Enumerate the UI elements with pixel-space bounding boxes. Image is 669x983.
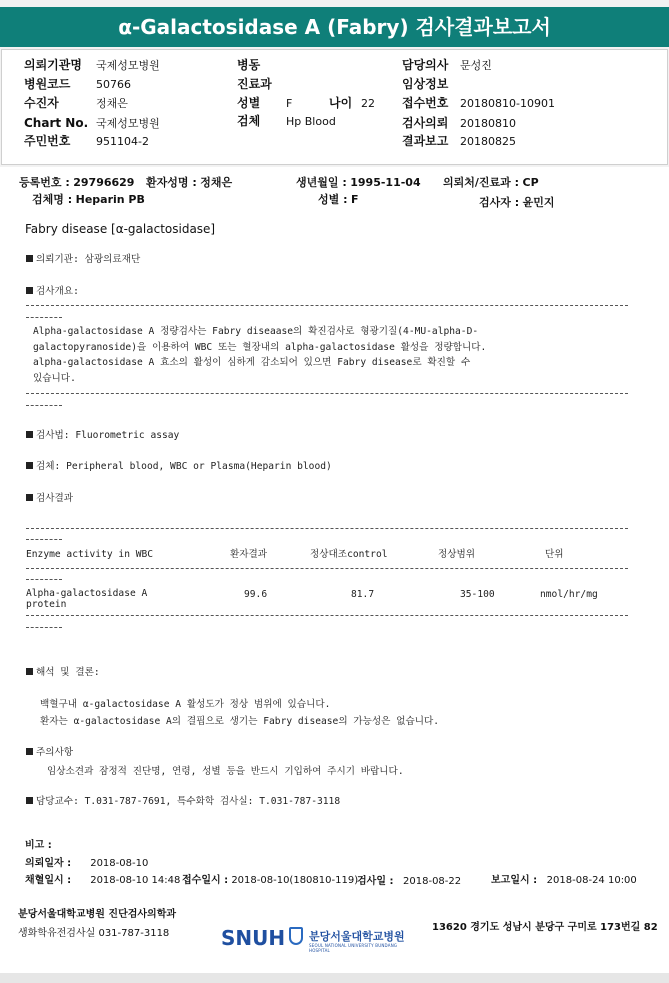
header-info-box: [1, 49, 668, 165]
remarks-label: 비고 :: [25, 840, 52, 851]
hospital-logo: [221, 924, 409, 954]
table-cell-enzyme: Alpha-galactosidase A protein: [26, 588, 148, 610]
header-row-id-no: 주민번호 951104-2: [24, 134, 149, 148]
table-top-border: [26, 528, 628, 529]
patient-dob: 생년월일 : 1995-11-04: [296, 176, 421, 189]
page-bottom-strip: [0, 973, 669, 983]
patient-sex: 성별 : F: [318, 193, 359, 206]
report-datetime: 보고일시 : 2018-08-24 10:00: [491, 875, 637, 886]
section-specimen: 검체: Peripheral blood, WBC or Plasma(Heparin blood): [26, 460, 332, 473]
patient-name: 환자성명 : 정채은: [146, 176, 233, 189]
specimen-name: 검체명 : Heparin PB: [32, 193, 145, 206]
divider: [26, 579, 62, 580]
header-dept-label: 진료과: [237, 77, 272, 91]
request-dept: 의뢰처/진료과 : CP: [443, 176, 539, 189]
table-cell-control: 81.7: [351, 589, 375, 600]
table-cell-range: 35-100: [460, 589, 495, 600]
header-row-patient: 수진자 정채은: [24, 96, 128, 110]
section-method: 검사법: Fluorometric assay: [26, 429, 179, 442]
test-date: 검사일 : 2018-08-22: [357, 876, 462, 887]
header-doctor: 담당의사 문성진: [402, 58, 492, 72]
header-row-chart-no: Chart No. 국제성모병원: [24, 116, 160, 130]
report-title: α-Galactosidase A (Fabry) 검사결과보고서: [0, 7, 669, 47]
divider: [26, 539, 62, 540]
header-result-report: 결과보고 20180825: [402, 134, 516, 148]
receipt-datetime: 접수일시 : 2018-08-10(180810-119): [182, 875, 359, 886]
table-bottom-border: [26, 615, 628, 616]
divider: [26, 305, 628, 306]
header-row-hospital-code: 병원코드 50766: [24, 77, 131, 91]
footer-address: 13620 경기도 성남시 분당구 구미로 173번길 82: [432, 922, 658, 933]
header-age: 나이 22: [329, 96, 375, 110]
report-body: [0, 167, 669, 973]
table-header-enzyme: Enzyme activity in WBC: [26, 549, 154, 560]
logo-korean-name: 분당서울대학교병원: [309, 930, 405, 943]
overview-text: Alpha-galactosidase A 정량검사는 Fabry diseaase의 확진검사로 형광기질(4-MU-alpha-D- galactopyranoside)을 이용하여 WBC 또는 혈장내의 alpha-galactosidase 활성을 정량합니다. alpha-galactosidase A 효소의 활성이 심하게 감소되어 있으면 Fabry disease로 확진할 수 있습니다.: [33, 326, 487, 384]
header-receipt-no: 접수번호 20180810-10901: [402, 96, 555, 110]
section-overview-heading: 검사개요:: [26, 285, 79, 298]
hospital-emblem-icon: [289, 927, 303, 945]
notes-line: 임상소견과 잠정적 진단명, 연령, 성별 등을 반드시 기입하여 주시기 바랍니다.: [47, 766, 404, 777]
table-header-border: [26, 568, 628, 569]
reg-no: 등록번호 : 29796629: [19, 176, 135, 189]
divider: [26, 317, 62, 318]
header-clinical-info: 임상정보: [402, 77, 449, 91]
table-header-patient: 환자결과: [230, 549, 268, 560]
contact-line: 담당교수: T.031-787-7691, 특수화학 검사실: T.031-787-3118: [26, 795, 340, 808]
table-header-control: 정상대조control: [310, 549, 388, 560]
header-row-institution: 의뢰기관명 국제성모병원: [24, 58, 160, 72]
table-header-unit: 단위: [545, 549, 564, 560]
divider: [26, 393, 628, 394]
logo-text: SNUH: [221, 926, 286, 950]
header-test-request: 검사의뢰 20180810: [402, 116, 516, 130]
examiner: 검사자 : 윤민지: [479, 196, 555, 209]
interpretation-line-2: 환자는 α-galactosidase A의 결핍으로 생기는 Fabry disease의 가능성은 없습니다.: [40, 716, 440, 727]
section-institution: 의뢰기관: 삼광의료재단: [26, 253, 140, 266]
header-specimen: 검체 Hp Blood: [237, 114, 336, 128]
test-title: Fabry disease [α-galactosidase]: [25, 222, 216, 236]
divider: [26, 627, 62, 628]
interpretation-line-1: 백혈구내 α-galactosidase A 활성도가 정상 범위에 있습니다.: [40, 699, 331, 710]
section-interpretation-heading: 해석 및 결론:: [26, 666, 100, 679]
divider: [26, 405, 62, 406]
footer-department: 분당서울대학교병원 진단검사의학과: [18, 909, 177, 920]
header-ward-label: 병동: [237, 58, 261, 72]
logo-english-name: SEOUL NATIONAL UNIVERSITY BUNDANG HOSPITAL: [309, 943, 398, 953]
collection-datetime: 채혈일시 : 2018-08-10 14:48: [25, 875, 181, 886]
section-result-heading: 검사결과: [26, 492, 73, 505]
table-cell-unit: nmol/hr/mg: [540, 589, 598, 600]
footer-lab-phone: 생화학유전검사실 031-787-3118: [18, 928, 170, 939]
table-header-range: 정상범위: [438, 549, 476, 560]
section-notes-heading: 주의사항: [26, 746, 73, 759]
table-cell-patient-result: 99.6: [244, 589, 268, 600]
header-sex: 성별 F: [237, 96, 293, 110]
request-date: 의뢰일자 : 2018-08-10: [25, 858, 149, 869]
